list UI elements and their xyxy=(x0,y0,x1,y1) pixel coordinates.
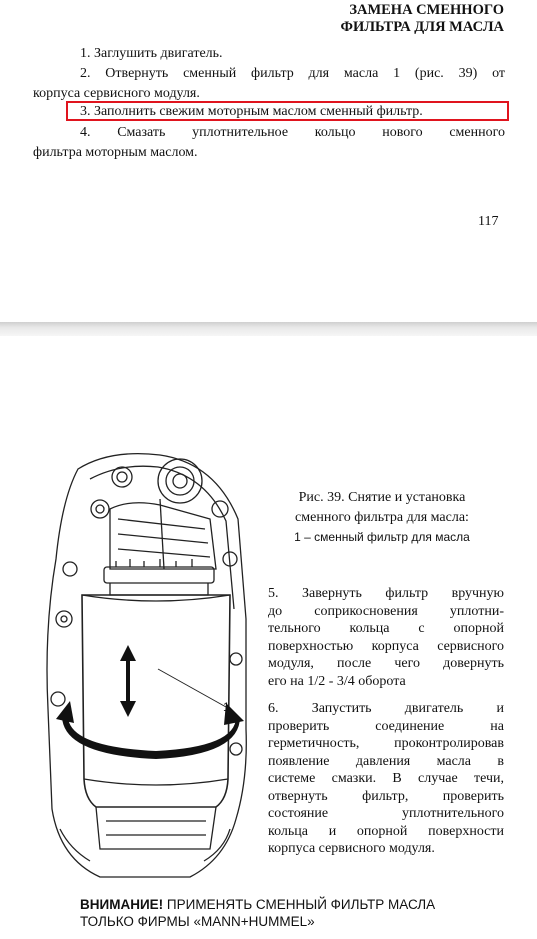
warning-label: ВНИМАНИЕ! xyxy=(80,897,164,912)
warning-notice xyxy=(80,896,500,930)
step-5-line: тельного кольца с опорной xyxy=(268,621,504,636)
step-1: 1. Заглушить двигатель. xyxy=(80,46,223,61)
step-5-line: 5. Завернуть фильтр вручную xyxy=(268,586,504,601)
step-5-line: поверхностью корпуса сервисного xyxy=(268,638,504,654)
page-number: 117 xyxy=(478,214,499,229)
step-5-line: модуля, после чего довернуть xyxy=(268,656,504,671)
step-6-line: отвернуть фильтр, проверить xyxy=(268,788,504,804)
step-4-line-2: фильтра моторным маслом. xyxy=(33,145,198,160)
page-117 xyxy=(0,0,537,322)
step-2-line-2: корпуса сервисного модуля. xyxy=(33,86,200,101)
step-6-line: кольца и опорной поверхности xyxy=(268,823,504,839)
step-6-line: герметичность, проконтролировав xyxy=(268,736,504,751)
caption-line-2: сменного фильтра для масла: xyxy=(295,510,469,525)
warning-text-2: ТОЛЬКО ФИРМЫ «MANN+HUMMEL» xyxy=(80,914,315,929)
step-6-line: 6. Запустить двигатель и xyxy=(268,701,504,716)
step-6-line: появление давления масла в xyxy=(268,753,504,769)
step-3: 3. Заполнить свежим моторным маслом сменный фильтр. xyxy=(80,104,423,119)
step-2-line-1: 2. Отвернуть сменный фильтр для масла 1 (рис. 39) от xyxy=(80,66,505,81)
title-line-2: ФИЛЬТРА ДЛЯ МАСЛА xyxy=(340,19,504,35)
step-6-line: проверить соединение на xyxy=(268,718,504,734)
step-6-line: состояние уплотнительного xyxy=(268,806,504,821)
oil-filter-illustration xyxy=(40,449,252,884)
step-5-line: его на 1/2 - 3/4 оборота xyxy=(268,673,406,689)
callout-label: 1 xyxy=(223,700,230,714)
step-6 xyxy=(268,700,504,858)
figure-caption xyxy=(268,488,496,528)
step-6-line: корпуса сервисного модуля. xyxy=(268,841,435,856)
warning-text-1: ПРИМЕНЯТЬ СМЕННЫЙ ФИЛЬТР МАСЛА xyxy=(163,897,436,912)
caption-line-1: Рис. 39. Снятие и установка xyxy=(298,490,466,505)
section-title xyxy=(204,2,504,36)
highlight-box xyxy=(66,101,509,121)
step-4-line-1: 4. Смазать уплотнительное кольцо нового сменного xyxy=(80,125,505,140)
step-5-line: до соприкосновения уплотни- xyxy=(268,603,504,619)
step-5 xyxy=(268,585,504,690)
title-line-1: ЗАМЕНА СМЕННОГО xyxy=(349,2,504,18)
step-6-line: системе смазки. В случае течи, xyxy=(268,771,504,786)
page-separator xyxy=(0,322,537,336)
figure-legend: 1 – сменный фильтр для масла xyxy=(294,530,470,544)
